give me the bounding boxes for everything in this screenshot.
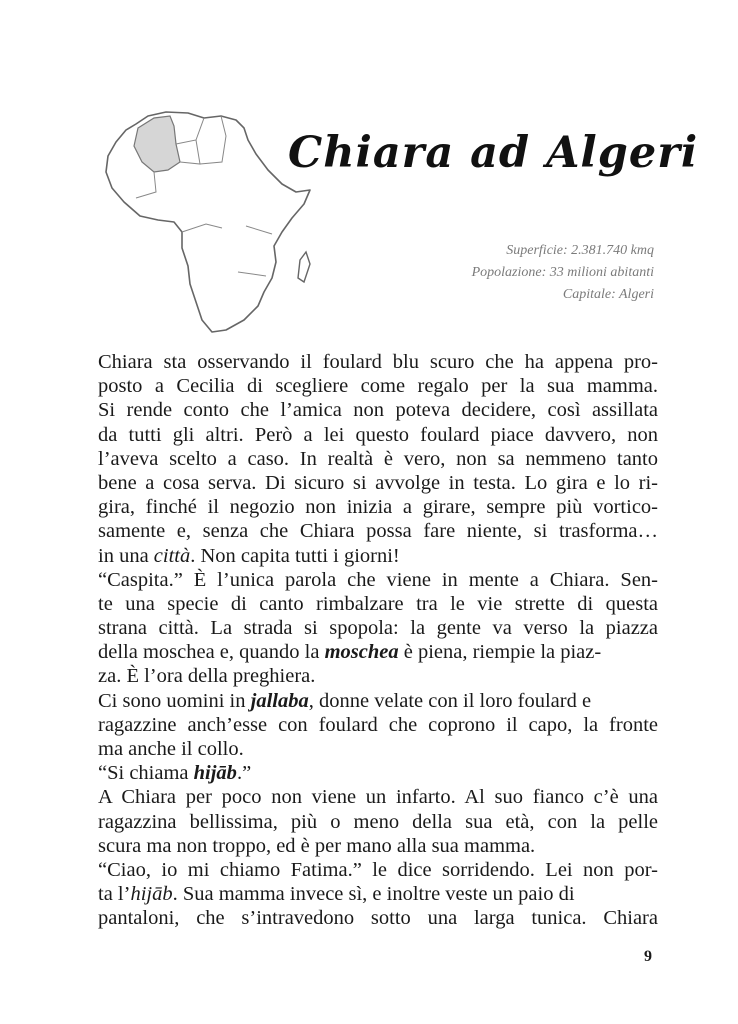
italic-word: città xyxy=(153,544,191,567)
text-line: ma anche il collo. xyxy=(98,738,244,760)
text-line: za. È l’ora della preghiera. xyxy=(98,665,316,688)
text-line xyxy=(98,761,658,785)
text-line: gira, finché il negozio non inizia a girare, sempre più vortico- xyxy=(98,496,658,519)
text-line: te una specie di canto rimbalzare tra le vie strette di questa xyxy=(98,592,658,615)
text-span: in una xyxy=(98,544,154,567)
glossary-word: hijāb xyxy=(193,762,237,785)
text-line: ragazzina bellissima, più o meno della sua età, con la pelle xyxy=(98,810,658,833)
text-line: da tutti gli altri. Però a lei questo foulard piace davvero, non xyxy=(98,423,658,446)
glossary-word: jallaba xyxy=(250,689,309,712)
fact-area: Superficie: 2.381.740 kmq xyxy=(506,243,654,258)
text-line xyxy=(98,544,658,568)
story-text xyxy=(98,350,658,931)
text-span: Ci sono uomini in xyxy=(98,689,251,712)
madagascar-island xyxy=(298,252,310,282)
fact-capital: Capitale: Algeri xyxy=(562,287,654,302)
chapter-title: Chiara ad Algeri xyxy=(288,128,699,178)
text-line: scura ma non troppo, ed è per mano alla sua mamma. xyxy=(98,834,536,857)
text-line xyxy=(98,640,658,664)
glossary-word: moschea xyxy=(324,641,399,664)
algeria-highlight xyxy=(134,116,180,172)
fact-population: Popolazione: 33 milioni abitanti xyxy=(471,265,654,280)
text-span: è piena, riempie la piaz- xyxy=(398,641,602,664)
page-number: 9 xyxy=(644,948,652,965)
text-span: . Sua mamma invece sì, e inoltre veste un paio di xyxy=(172,883,575,906)
italic-word: hijāb xyxy=(130,883,173,906)
text-line: bene a cosa serva. Di sicuro si avvolge in testa. Lo gira e lo ri- xyxy=(98,471,658,494)
text-line xyxy=(98,689,658,713)
text-line: “Caspita.” È l’unica parola che viene in mente a Chiara. Sen- xyxy=(98,568,658,591)
text-span: .” xyxy=(236,762,252,785)
text-line: posto a Cecilia di scegliere come regalo per la sua mamma. xyxy=(98,375,658,398)
text-line xyxy=(98,882,658,906)
text-span: . Non capita tutti i giorni! xyxy=(190,544,400,567)
text-line: pantaloni, che s’intravedono sotto una larga tunica. Chiara xyxy=(98,907,658,930)
text-line: samente e, senza che Chiara possa fare niente, si trasforma… xyxy=(98,520,658,543)
text-line: strana città. La strada si spopola: la gente va verso la piazza xyxy=(98,617,658,640)
country-facts xyxy=(472,240,654,306)
text-line: Chiara sta osservando il foulard blu scuro che ha appena pro- xyxy=(98,351,658,373)
text-span: ta l’ xyxy=(98,883,131,906)
text-span: della moschea e, quando la xyxy=(98,641,325,664)
text-span: “Si chiama xyxy=(98,762,194,785)
text-span: , donne velate con il loro foulard e xyxy=(308,689,592,712)
text-line: ragazzine anch’esse con foulard che coprono il capo, la fronte xyxy=(98,713,658,736)
text-line: A Chiara per poco non viene un infarto. Al suo fianco c’è una xyxy=(98,786,658,809)
text-line: Si rende conto che l’amica non poteva decidere, così assillata xyxy=(98,399,658,422)
text-line: l’aveva scelto a caso. In realtà è vero, non sa nemmeno tanto xyxy=(98,447,658,470)
text-line: “Ciao, io mi chiamo Fatima.” le dice sorridendo. Lei non por- xyxy=(98,858,658,881)
